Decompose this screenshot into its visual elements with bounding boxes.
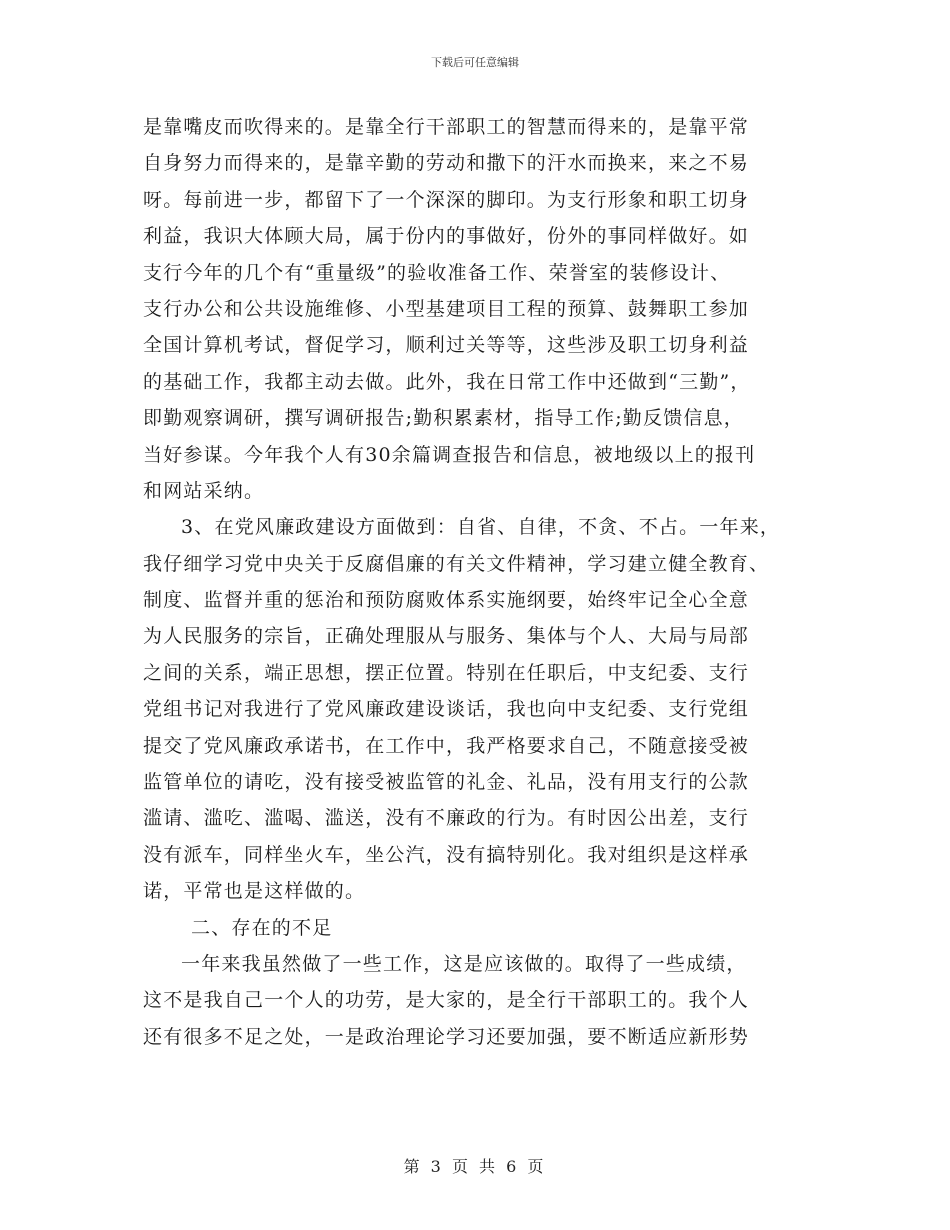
text-line: 的基础工作，我都主动去做。此外，我在日常工作中还做到“三勤”， — [143, 370, 751, 393]
text-line-paragraph-start: 一年来我虽然做了一些工作，这是应该做的。取得了一些成绩， — [181, 952, 747, 975]
text-line: 还有很多不足之处，一是政治理论学习还要加强，要不断适应新形势 — [143, 1025, 750, 1048]
text-line: 当好参谋。今年我个人有30余篇调查报告和信息，被地级以上的报刊 — [143, 443, 756, 466]
text-line: 利益，我识大体顾大局，属于份内的事做好，份外的事同样做好。如 — [143, 225, 750, 248]
text-line: 即勤观察调研，撰写调研报告;勤积累素材，指导工作;勤反馈信息， — [143, 407, 745, 430]
text-line: 党组书记对我进行了党风廉政建设谈话，我也向中支纪委、支行党组 — [143, 698, 750, 721]
text-line: 自身努力而得来的，是靠辛勤的劳动和撒下的汗水而换来，来之不易 — [143, 152, 750, 175]
text-line: 为人民服务的宗旨，正确处理服从与服务、集体与个人、大局与局部 — [143, 625, 750, 648]
text-line: 呀。每前进一步，都留下了一个深深的脚印。为支行形象和职工切身 — [143, 188, 750, 211]
text-line: 我仔细学习党中央关于反腐倡廉的有关文件精神，学习建立健全教育、 — [143, 552, 770, 575]
text-line: 滥请、滥吃、滥喝、滥送，没有不廉政的行为。有时因公出差，支行 — [143, 807, 750, 830]
text-line: 支行今年的几个有“重量级”的验收准备工作、荣誉室的装修设计、 — [143, 261, 731, 284]
text-line: 和网站采纳。 — [143, 479, 265, 502]
text-line: 之间的关系，端正思想，摆正位置。特别在任职后，中支纪委、支行 — [143, 661, 750, 684]
text-line: 制度、监督并重的惩治和预防腐败体系实施纲要，始终牢记全心全意 — [143, 589, 750, 612]
text-line: 支行办公和公共设施维修、小型基建项目工程的预算、鼓舞职工参加 — [143, 297, 750, 320]
text-line: 监管单位的请吃，没有接受被监管的礼金、礼品，没有用支行的公款 — [143, 771, 750, 794]
text-line: 诺，平常也是这样做的。 — [143, 880, 366, 903]
text-line: 没有派车，同样坐火车，坐公汽，没有搞特别化。我对组织是这样承 — [143, 843, 750, 866]
page-header-note: 下载后可任意编辑 — [431, 56, 519, 69]
text-line: 全国计算机考试，督促学习，顺利过关等等，这些涉及职工切身利益 — [143, 334, 750, 357]
page-number: 第 3 页 共 6 页 — [403, 1157, 547, 1176]
section-heading: 二、存在的不足 — [191, 916, 333, 939]
text-line-paragraph-start: 3、在党风廉政建设方面做到：自省、自律，不贪、不占。一年来， — [181, 516, 781, 539]
text-line: 这不是我自己一个人的功劳，是大家的，是全行干部职工的。我个人 — [143, 989, 750, 1012]
document-body — [143, 109, 833, 1055]
text-line: 是靠嘴皮而吹得来的。是靠全行干部职工的智慧而得来的，是靠平常 — [143, 116, 750, 138]
text-line: 提交了党风廉政承诺书，在工作中，我严格要求自己，不随意接受被 — [143, 734, 750, 757]
